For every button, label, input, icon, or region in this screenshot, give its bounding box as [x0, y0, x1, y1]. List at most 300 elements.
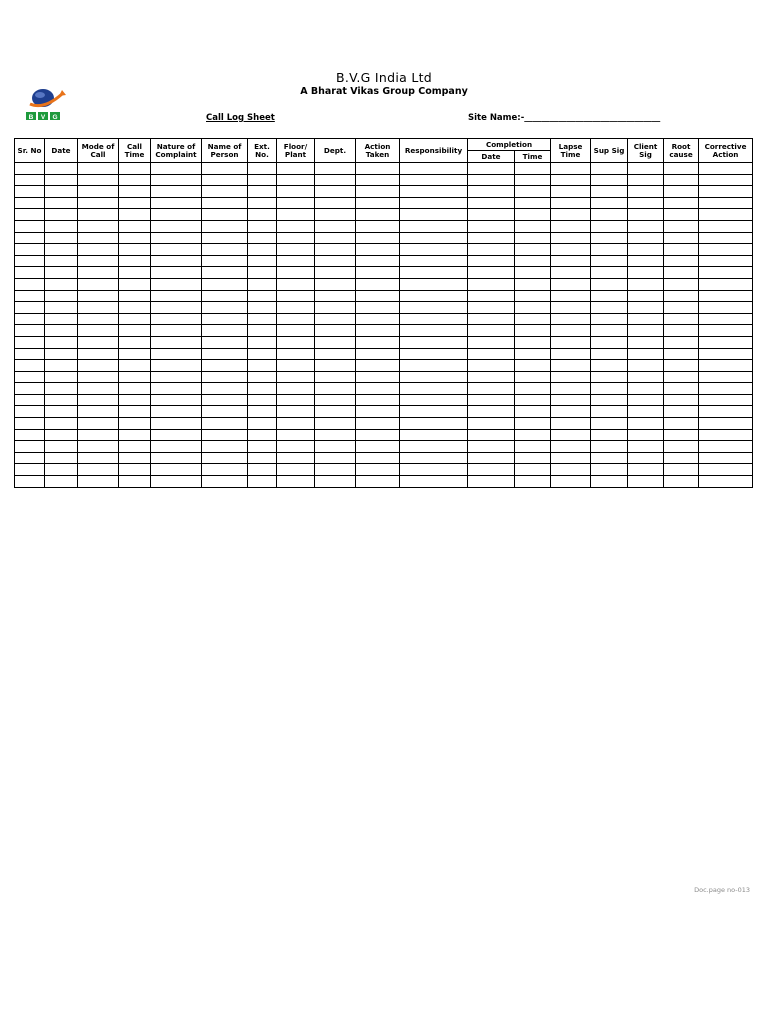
table-cell [78, 302, 119, 314]
table-cell [277, 383, 315, 395]
table-cell [315, 441, 356, 453]
table-cell [699, 348, 753, 360]
col-root-cause: Root cause [664, 139, 699, 163]
table-cell [15, 394, 45, 406]
table-cell [699, 418, 753, 430]
table-cell [202, 186, 248, 198]
table-cell [551, 325, 591, 337]
col-corrective-action: Corrective Action [699, 139, 753, 163]
table-cell [628, 302, 664, 314]
table-cell [515, 232, 551, 244]
table-cell [78, 255, 119, 267]
table-cell [78, 476, 119, 488]
table-cell [277, 394, 315, 406]
table-row [15, 394, 753, 406]
table-cell [315, 371, 356, 383]
table-cell [551, 476, 591, 488]
table-cell [45, 360, 78, 372]
table-cell [356, 394, 400, 406]
table-cell [45, 452, 78, 464]
table-cell [551, 394, 591, 406]
table-cell [628, 360, 664, 372]
table-cell [628, 232, 664, 244]
table-cell [591, 406, 628, 418]
table-cell [551, 220, 591, 232]
table-cell [628, 244, 664, 256]
table-row [15, 464, 753, 476]
table-cell [551, 267, 591, 279]
col-action-taken: Action Taken [356, 139, 400, 163]
table-cell [15, 348, 45, 360]
table-cell [119, 255, 151, 267]
table-cell [400, 418, 468, 430]
table-cell [119, 429, 151, 441]
table-cell [468, 394, 515, 406]
table-cell [78, 197, 119, 209]
table-cell [45, 394, 78, 406]
table-cell [356, 220, 400, 232]
table-cell [315, 406, 356, 418]
table-cell [628, 220, 664, 232]
table-cell [45, 244, 78, 256]
table-cell [202, 220, 248, 232]
table-cell [277, 336, 315, 348]
table-cell [119, 278, 151, 290]
table-cell [664, 336, 699, 348]
table-cell [202, 267, 248, 279]
table-cell [248, 371, 277, 383]
table-cell [356, 383, 400, 395]
table-row [15, 348, 753, 360]
table-cell [248, 336, 277, 348]
table-cell [400, 406, 468, 418]
table-cell [248, 348, 277, 360]
table-cell [119, 348, 151, 360]
table-cell [664, 406, 699, 418]
table-cell [664, 325, 699, 337]
table-cell [277, 220, 315, 232]
table-cell [699, 336, 753, 348]
table-cell [315, 302, 356, 314]
table-cell [15, 406, 45, 418]
table-cell [699, 244, 753, 256]
table-cell [119, 418, 151, 430]
table-row [15, 232, 753, 244]
table-cell [468, 232, 515, 244]
table-cell [45, 383, 78, 395]
table-cell [15, 255, 45, 267]
table-cell [628, 325, 664, 337]
table-row [15, 371, 753, 383]
site-name-field [468, 113, 660, 123]
table-cell [515, 163, 551, 175]
table-cell [591, 452, 628, 464]
table-cell [78, 325, 119, 337]
table-cell [551, 371, 591, 383]
table-cell [591, 302, 628, 314]
table-row [15, 418, 753, 430]
table-cell [515, 267, 551, 279]
table-cell [45, 174, 78, 186]
table-cell [202, 394, 248, 406]
table-cell [15, 313, 45, 325]
table-cell [551, 174, 591, 186]
table-cell [468, 452, 515, 464]
table-cell [356, 197, 400, 209]
table-cell [151, 452, 202, 464]
table-cell [515, 418, 551, 430]
table-cell [248, 418, 277, 430]
table-cell [356, 429, 400, 441]
table-cell [202, 302, 248, 314]
table-cell [315, 325, 356, 337]
table-cell [468, 290, 515, 302]
table-row [15, 452, 753, 464]
table-cell [248, 406, 277, 418]
table-cell [515, 325, 551, 337]
table-cell [202, 325, 248, 337]
table-cell [400, 174, 468, 186]
svg-text:B: B [28, 114, 34, 121]
table-cell [315, 452, 356, 464]
table-cell [78, 244, 119, 256]
table-cell [591, 197, 628, 209]
table-cell [277, 418, 315, 430]
table-cell [628, 255, 664, 267]
table-cell [277, 278, 315, 290]
table-cell [400, 336, 468, 348]
table-cell [78, 360, 119, 372]
table-cell [119, 267, 151, 279]
table-cell [400, 255, 468, 267]
table-cell [78, 371, 119, 383]
table-cell [551, 244, 591, 256]
table-cell [551, 336, 591, 348]
table-cell [468, 406, 515, 418]
table-cell [400, 290, 468, 302]
table-cell [468, 476, 515, 488]
table-cell [515, 336, 551, 348]
table-cell [468, 302, 515, 314]
table-cell [78, 163, 119, 175]
table-cell [248, 360, 277, 372]
table-cell [664, 383, 699, 395]
table-cell [591, 371, 628, 383]
table-cell [45, 302, 78, 314]
table-cell [699, 394, 753, 406]
table-cell [664, 452, 699, 464]
table-cell [45, 209, 78, 221]
table-cell [78, 406, 119, 418]
table-cell [400, 452, 468, 464]
table-cell [248, 464, 277, 476]
table-cell [400, 220, 468, 232]
table-cell [248, 325, 277, 337]
table-cell [315, 476, 356, 488]
table-cell [45, 255, 78, 267]
table-cell [78, 394, 119, 406]
table-cell [202, 429, 248, 441]
table-cell [551, 406, 591, 418]
table-cell [356, 348, 400, 360]
table-cell [78, 452, 119, 464]
table-cell [591, 348, 628, 360]
table-cell [15, 383, 45, 395]
table-cell [699, 302, 753, 314]
table-cell [591, 441, 628, 453]
table-cell [468, 255, 515, 267]
table-cell [151, 267, 202, 279]
table-row [15, 325, 753, 337]
table-cell [515, 220, 551, 232]
table-cell [248, 313, 277, 325]
table-cell [119, 452, 151, 464]
table-cell [119, 371, 151, 383]
table-cell [119, 220, 151, 232]
table-cell [591, 209, 628, 221]
table-cell [45, 476, 78, 488]
table-cell [628, 267, 664, 279]
col-mode-of-call: Mode of Call [78, 139, 119, 163]
table-cell [664, 255, 699, 267]
table-cell [664, 232, 699, 244]
table-cell [119, 209, 151, 221]
table-cell [248, 232, 277, 244]
table-cell [356, 464, 400, 476]
table-cell [591, 290, 628, 302]
table-cell [78, 209, 119, 221]
table-cell [356, 418, 400, 430]
table-cell [151, 244, 202, 256]
table-cell [315, 244, 356, 256]
table-cell [400, 371, 468, 383]
table-cell [699, 406, 753, 418]
table-cell [151, 406, 202, 418]
table-cell [699, 209, 753, 221]
col-sr-no: Sr. No [15, 139, 45, 163]
table-cell [515, 186, 551, 198]
site-name-blank: ________________________________ [524, 113, 661, 123]
table-cell [15, 290, 45, 302]
table-cell [591, 360, 628, 372]
table-cell [468, 348, 515, 360]
table-cell [15, 186, 45, 198]
table-cell [551, 232, 591, 244]
table-cell [15, 325, 45, 337]
table-cell [78, 418, 119, 430]
table-cell [468, 220, 515, 232]
company-tagline: A Bharat Vikas Group Company [300, 86, 468, 97]
table-cell [78, 313, 119, 325]
table-cell [591, 325, 628, 337]
table-cell [15, 244, 45, 256]
table-cell [202, 360, 248, 372]
table-cell [515, 255, 551, 267]
table-cell [151, 209, 202, 221]
table-cell [664, 267, 699, 279]
table-cell [15, 336, 45, 348]
table-cell [515, 476, 551, 488]
table-cell [315, 278, 356, 290]
table-cell [45, 197, 78, 209]
table-cell [15, 197, 45, 209]
table-cell [277, 371, 315, 383]
table-cell [15, 174, 45, 186]
site-name-label: Site Name:- [468, 113, 525, 123]
table-cell [400, 278, 468, 290]
col-lapse-time: Lapse Time [551, 139, 591, 163]
table-cell [277, 244, 315, 256]
table-cell [628, 209, 664, 221]
table-cell [515, 290, 551, 302]
table-cell [15, 360, 45, 372]
table-cell [591, 313, 628, 325]
table-cell [468, 418, 515, 430]
table-cell [202, 348, 248, 360]
table-cell [277, 452, 315, 464]
table-cell [591, 476, 628, 488]
col-dept: Dept. [315, 139, 356, 163]
table-row [15, 220, 753, 232]
table-cell [151, 383, 202, 395]
table-cell [15, 464, 45, 476]
table-cell [664, 186, 699, 198]
table-cell [551, 197, 591, 209]
table-cell [468, 464, 515, 476]
table-cell [315, 163, 356, 175]
table-cell [468, 371, 515, 383]
table-cell [400, 441, 468, 453]
table-cell [628, 313, 664, 325]
table-cell [356, 209, 400, 221]
table-cell [151, 325, 202, 337]
table-cell [151, 232, 202, 244]
table-cell [628, 441, 664, 453]
table-cell [628, 163, 664, 175]
table-row [15, 209, 753, 221]
table-cell [468, 360, 515, 372]
table-cell [628, 348, 664, 360]
table-row [15, 174, 753, 186]
table-cell [202, 441, 248, 453]
table-cell [468, 325, 515, 337]
table-cell [202, 476, 248, 488]
table-cell [15, 441, 45, 453]
table-cell [664, 464, 699, 476]
table-cell [277, 197, 315, 209]
table-cell [699, 476, 753, 488]
table-cell [591, 163, 628, 175]
table-cell [248, 267, 277, 279]
table-cell [202, 290, 248, 302]
table-cell [664, 278, 699, 290]
table-cell [119, 174, 151, 186]
table-cell [515, 394, 551, 406]
table-cell [356, 278, 400, 290]
table-cell [515, 197, 551, 209]
table-cell [315, 429, 356, 441]
table-cell [277, 302, 315, 314]
table-cell [699, 313, 753, 325]
table-cell [468, 186, 515, 198]
table-cell [628, 418, 664, 430]
table-cell [356, 360, 400, 372]
table-cell [151, 302, 202, 314]
table-cell [15, 476, 45, 488]
table-cell [248, 197, 277, 209]
table-cell [699, 255, 753, 267]
table-cell [151, 197, 202, 209]
col-client-sig: Client Sig [628, 139, 664, 163]
table-cell [248, 302, 277, 314]
table-cell [119, 232, 151, 244]
table-cell [551, 441, 591, 453]
col-completion: Completion [468, 139, 551, 151]
table-cell [664, 209, 699, 221]
col-call-time: Call Time [119, 139, 151, 163]
table-cell [468, 267, 515, 279]
table-cell [315, 313, 356, 325]
col-sup-sig: Sup Sig [591, 139, 628, 163]
table-cell [277, 290, 315, 302]
table-cell [400, 186, 468, 198]
table-row [15, 267, 753, 279]
table-cell [468, 209, 515, 221]
table-cell [699, 163, 753, 175]
table-cell [202, 209, 248, 221]
table-cell [151, 336, 202, 348]
table-cell [248, 429, 277, 441]
table-cell [151, 371, 202, 383]
table-cell [664, 394, 699, 406]
table-cell [277, 360, 315, 372]
col-nature-of-complaint: Nature of Complaint [151, 139, 202, 163]
table-cell [202, 383, 248, 395]
table-cell [591, 336, 628, 348]
table-cell [45, 464, 78, 476]
col-completion-date: Date [468, 151, 515, 163]
table-cell [151, 290, 202, 302]
table-cell [468, 441, 515, 453]
table-cell [248, 383, 277, 395]
table-cell [664, 348, 699, 360]
table-cell [15, 267, 45, 279]
table-cell [400, 232, 468, 244]
table-row [15, 313, 753, 325]
table-cell [78, 290, 119, 302]
company-name: B.V.G India Ltd [335, 70, 433, 85]
col-ext-no: Ext. No. [248, 139, 277, 163]
table-cell [15, 418, 45, 430]
table-cell [515, 371, 551, 383]
table-cell [591, 278, 628, 290]
table-cell [699, 429, 753, 441]
table-cell [315, 348, 356, 360]
table-cell [248, 278, 277, 290]
table-cell [591, 267, 628, 279]
table-cell [400, 383, 468, 395]
table-cell [400, 360, 468, 372]
table-cell [315, 267, 356, 279]
table-cell [591, 418, 628, 430]
table-cell [551, 429, 591, 441]
table-cell [699, 360, 753, 372]
table-cell [551, 209, 591, 221]
col-floor-plant: Floor/ Plant [277, 139, 315, 163]
table-cell [468, 429, 515, 441]
table-cell [45, 290, 78, 302]
table-cell [151, 464, 202, 476]
